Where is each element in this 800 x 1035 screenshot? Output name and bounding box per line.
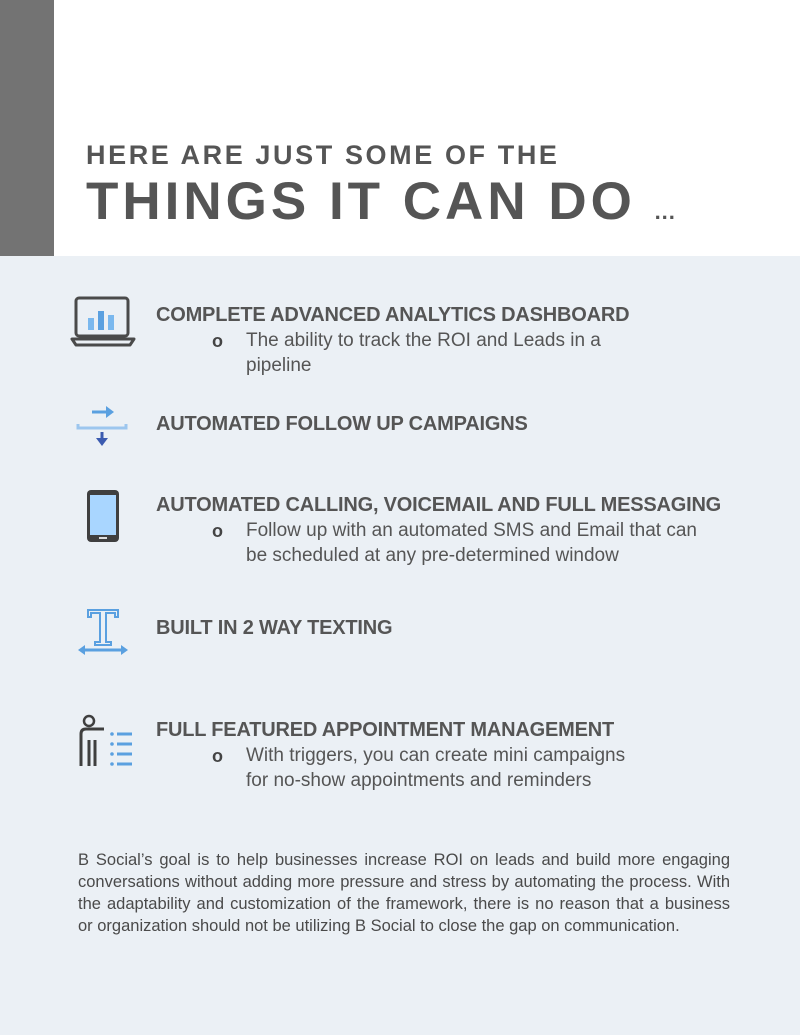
- mobile-phone-icon: [70, 486, 136, 552]
- feature-heading: FULL FEATURED APPOINTMENT MANAGEMENT: [156, 719, 614, 741]
- feature-detail-line: for no-show appointments and reminders: [246, 770, 592, 791]
- presenter-list-icon: [70, 712, 136, 778]
- feature-heading: COMPLETE ADVANCED ANALYTICS DASHBOARD: [156, 304, 630, 326]
- text-width-icon: [70, 604, 136, 670]
- feature-heading: BUILT IN 2 WAY TEXTING: [156, 617, 393, 639]
- title-ellipsis: ...: [654, 199, 676, 224]
- bullet-marker: o: [212, 521, 223, 541]
- page-subtitle: HERE ARE JUST SOME OF THE: [86, 140, 560, 170]
- feature-heading: AUTOMATED FOLLOW UP CAMPAIGNS: [156, 413, 528, 435]
- closing-paragraph: B Social’s goal is to help businesses increase ROI on leads and build more engaging conversations without adding more pressure and stress by automating the process. With the adaptability and customization of the framework, there is no reason that a business or organization should not be utilizing B Social to close the gap on communication.: [78, 851, 730, 935]
- page-title: [86, 172, 766, 242]
- feature-detail-line: be scheduled at any pre-determined window: [246, 545, 619, 566]
- feature-detail-line: pipeline: [246, 355, 312, 376]
- feature-detail-line: With triggers, you can create mini campaigns: [246, 745, 626, 766]
- page-header: [86, 138, 766, 242]
- follow-up-arrows-icon: [70, 398, 136, 464]
- bullet-marker: o: [212, 331, 223, 351]
- bullet-marker: o: [212, 746, 223, 766]
- feature-heading: AUTOMATED CALLING, VOICEMAIL AND FULL MESSAGING: [156, 494, 722, 516]
- feature-detail-line: The ability to track the ROI and Leads in a: [246, 330, 601, 351]
- analytics-laptop-icon: [70, 292, 136, 358]
- feature-detail-line: Follow up with an automated SMS and Email that can: [246, 520, 697, 541]
- page-title-text: THINGS IT CAN DO: [86, 172, 636, 231]
- decorative-side-bar: [0, 0, 54, 256]
